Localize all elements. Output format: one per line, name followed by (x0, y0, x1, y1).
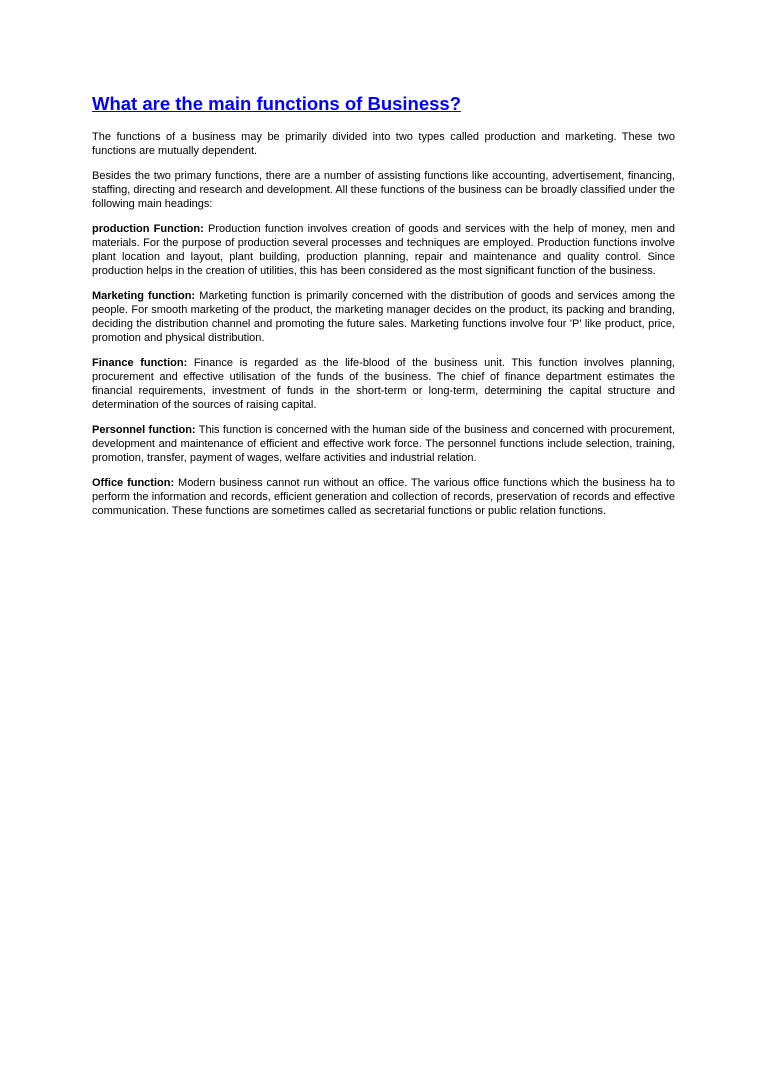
intro-paragraph: The functions of a business may be primarily divided into two types called production and marketing. These two functions are mutually dependent. (92, 131, 675, 157)
section-heading-production: production Function: (92, 223, 204, 235)
section-text-personnel: This function is concerned with the human side of the business and concerned with procurement, development and maintenance of efficient and effective work force. The personnel functions include selection, training, promotion, transfer, payment of wages, welfare activities and industrial relation. (92, 424, 676, 464)
section-text-marketing: Marketing function is primarily concerned with the distribution of goods and services among the people. For smooth marketing of the product, the marketing manager decides on the product, its packing and branding, deciding the distribution channel and promoting the future sales. Marketing functions involve four 'P' like product, price, promotion and physical distribution. (92, 290, 675, 344)
section-finance (92, 356, 675, 412)
document-page (92, 92, 675, 529)
section-heading-personnel: Personnel function: (92, 424, 196, 436)
section-office (92, 476, 675, 518)
section-marketing (92, 289, 675, 345)
section-text-office: Modern business cannot run without an office. The various office functions which the business ha to perform the information and records, efficient generation and collection of records, preservation of records and effective communication. These functions are sometimes called as secretarial functions or public relation functions. (92, 477, 675, 517)
section-personnel (92, 423, 675, 465)
section-heading-office: Office function: (92, 477, 175, 489)
document-title[interactable]: What are the main functions of Business? (92, 93, 462, 114)
overview-paragraph: Besides the two primary functions, there are a number of assisting functions like accounting, advertisement, financing, staffing, directing and research and development. All these functions of the business can be broadly classified under the following main headings: (92, 170, 675, 210)
section-text-finance: Finance is regarded as the life-blood of the business unit. This function involves planning, procurement and effective utilisation of the funds of the business. The chief of finance department estimates the financial requirements, investment of funds in the short-term or long-term, determining the capital structure and determination of the sources of raising capital. (92, 357, 675, 411)
section-production (92, 222, 675, 278)
section-heading-finance: Finance function: (92, 357, 188, 369)
section-heading-marketing: Marketing function: (92, 290, 196, 302)
section-text-production: Production function involves creation of goods and services with the help of money, men and materials. For the purpose of production several processes and techniques are employed. Production functions involve plant location and layout, plant building, production planning, repair and maintenance and quality control. Since production helps in the creation of utilities, this has been considered as the most significant function of the business. (92, 223, 676, 277)
